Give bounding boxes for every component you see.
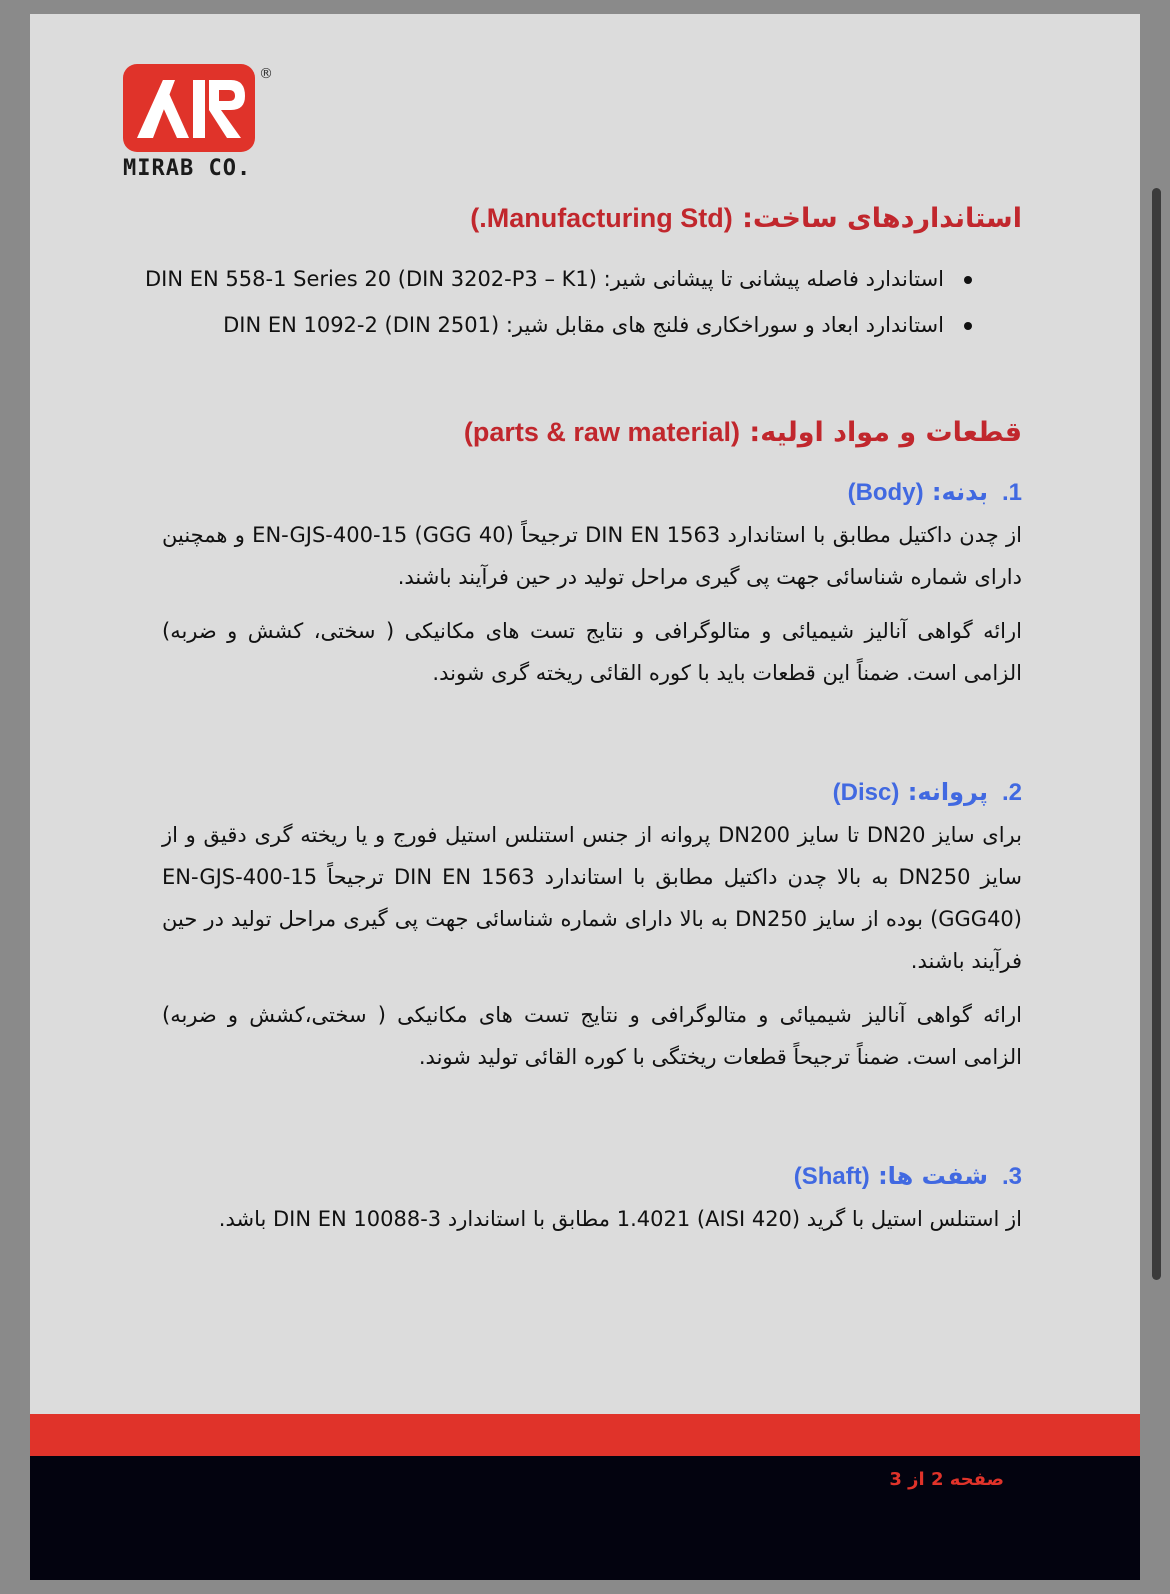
subsection-heading <box>162 470 1022 514</box>
company-logo <box>123 64 283 194</box>
list-item <box>162 302 1022 348</box>
list-item-text: استاندارد فاصله پیشانی تا پیشانی شیر: (DIN 3202-P3 – K1) DIN EN 558-1 Series 20 <box>145 267 944 291</box>
bullet-icon <box>964 276 972 284</box>
paragraph: برای سایز DN20 تا سایز DN200 پروانه از جنس استنلس استیل فورج و یا ریخته گری دقیق و از سایز DN250 به بالا چدن داکتیل مطابق با استاندارد DIN EN 1563 ترجیحاً EN-GJS-400-15 (GGG40) بوده از سایز DN250 به بالا دارای شماره شناسائی جهت پی گیری مراحل تولید در حین فرآیند باشند. <box>162 823 1022 973</box>
subsection-label-fa: بدنه: <box>923 478 988 506</box>
list-item-text: استاندارد ابعاد و سوراخکاری فلنج های مقابل شیر: (DIN 2501) DIN EN 1092-2 <box>223 313 944 337</box>
section-title-fa: استانداردهای ساخت: <box>732 203 1022 234</box>
section-title-parts-raw-material <box>162 408 1022 456</box>
subsection-number: 3. <box>1001 1163 1022 1190</box>
registered-trademark-symbol: ® <box>259 66 273 82</box>
subsection-body <box>162 470 1022 694</box>
document-page <box>30 14 1140 1580</box>
subsection-label-en: (Shaft) <box>793 1163 870 1190</box>
logo-wordmark: MIRAB CO. <box>123 156 252 181</box>
subsection-label-en: (Disc) <box>832 779 900 806</box>
subsection-label-en: (Body) <box>847 479 924 506</box>
subsection-heading <box>162 1154 1022 1198</box>
standards-list <box>145 256 1022 348</box>
section-title-manufacturing-std <box>162 194 1022 242</box>
subsection-shaft <box>162 1154 1022 1240</box>
paragraph: از استنلس استیل با گرید (AISI 420) 1.4021 مطابق با استاندارد DIN EN 10088-3 باشد. <box>218 1207 1022 1231</box>
paragraph: از چدن داکتیل مطابق با استاندارد DIN EN 1563 ترجیحاً (EN-GJS-400-15 (GGG 40 و همچنین دارای شماره شناسائی جهت پی گیری مراحل تولید در حین فرآیند باشند. <box>162 523 1022 589</box>
logo-mark <box>123 64 255 152</box>
subsection-disc <box>162 770 1022 1078</box>
content <box>145 194 1022 1240</box>
footer-red-band <box>30 1414 1140 1456</box>
section-title-fa: قطعات و مواد اولیه: <box>740 417 1022 448</box>
section-title-en: (Manufacturing Std.) <box>470 203 733 233</box>
section-title-en: (parts & raw material) <box>463 417 740 447</box>
paragraph: ارائه گواهی آنالیز شیمیائی و متالوگرافی و نتایج تست های مکانیکی ( سختی، کشش و ضربه) الزامی است. ضمناً این قطعات باید با کوره القائی ریخته گری شوند. <box>162 619 1022 685</box>
subsection-number: 2. <box>1001 779 1022 806</box>
subsection-heading <box>162 770 1022 814</box>
subsection-number: 1. <box>1001 479 1022 506</box>
page-number: صفحه 2 از 3 <box>889 1469 1004 1490</box>
subsection-label-fa: پروانه: <box>899 778 988 806</box>
vertical-scrollbar[interactable] <box>1152 188 1161 1280</box>
subsection-label-fa: شفت ها: <box>869 1162 988 1190</box>
bullet-icon <box>964 322 972 330</box>
paragraph: ارائه گواهی آنالیز شیمیائی و متالوگرافی و نتایج تست های مکانیکی ( سختی،کشش و ضربه) الزامی است. ضمناً ترجیحاً قطعات ریختگی با کوره القائی تولید شوند. <box>162 1003 1022 1069</box>
list-item <box>145 256 1022 302</box>
